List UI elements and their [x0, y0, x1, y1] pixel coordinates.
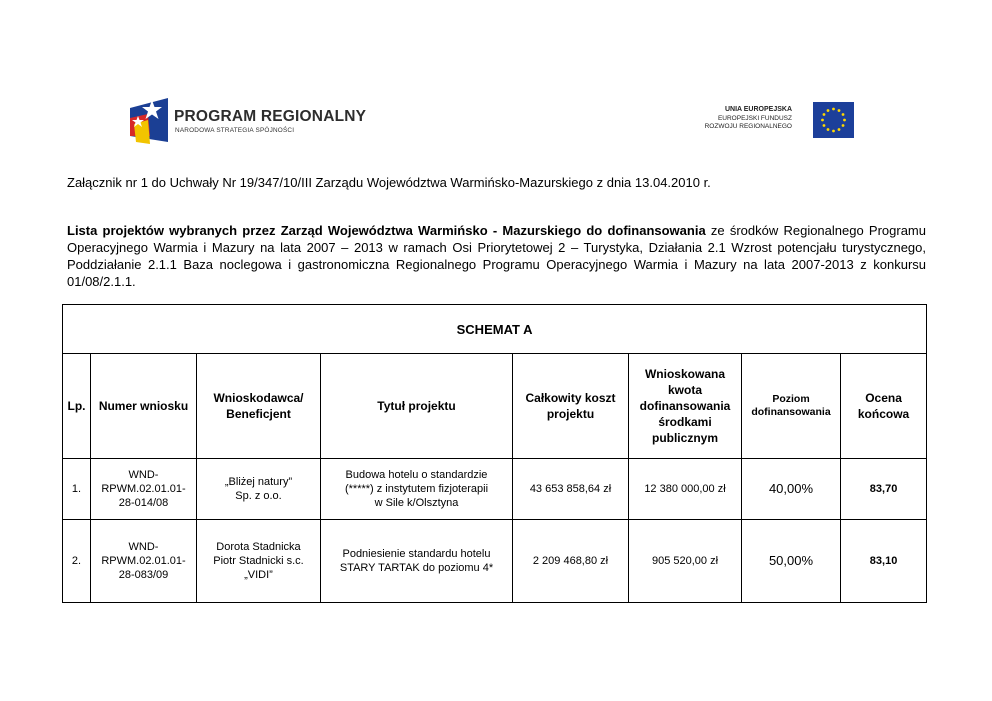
program-regionalny-star-flag-icon [128, 94, 170, 146]
cell-total-cost: 43 653 858,64 zł [513, 459, 629, 520]
eu-logo-line1: UNIA EUROPEJSKA [724, 106, 792, 113]
cell-applicant: „Bliżej natury” Sp. z o.o. [197, 459, 321, 520]
schema-title: SCHEMAT A [63, 305, 927, 354]
cell-level: 50,00% [742, 520, 841, 603]
cell-title: Budowa hotelu o standardzie (*****) z instytutem fizjoterapii w Sile k/Olsztyna [321, 459, 513, 520]
annex-line: Załącznik nr 1 do Uchwały Nr 19/347/10/III Zarządu Województwa Warmińsko-Mazurskiego z dnia 13.04.2010 r. [67, 175, 711, 190]
intro-rest: ze środków Regionalnego Programu Operacyjnego Warmia i Mazury na lata 2007 – 2013 w ramach Osi Priorytetowej 2 – Turystyka, Działania 2.1 Wzrost potencjału turystycznego, Poddziałanie 2.1.1 Baza noclegowa i gastronomiczna Regionalnego Programu Operacyjnego Warmia i Mazury na lata 2007-2013 z konkursu 01/08/2.1.1. [67, 223, 926, 289]
eu-flag-icon [813, 102, 854, 138]
schema-row [63, 305, 927, 354]
header-total-cost: Całkowity koszt projektu [513, 354, 629, 459]
cell-title: Podniesienie standardu hotelu STARY TARTAK do poziomu 4* [321, 520, 513, 603]
cell-lp: 1. [63, 459, 91, 520]
cell-total-cost: 2 209 468,80 zł [513, 520, 629, 603]
cell-requested: 905 520,00 zł [629, 520, 742, 603]
projects-table [62, 304, 927, 603]
header-score: Ocena końcowa [841, 354, 927, 459]
eu-logo [692, 96, 858, 142]
header-row [63, 354, 927, 459]
table-row [63, 459, 927, 520]
header-requested: Wnioskowana kwota dofinansowania środkami publicznym [629, 354, 742, 459]
program-regionalny-subtitle: NARODOWA STRATEGIA SPÓJNOŚCI [175, 127, 295, 134]
header-applicant: Wnioskodawca/ Beneficjent [197, 354, 321, 459]
header-number: Numer wniosku [91, 354, 197, 459]
table-row [63, 520, 927, 603]
header-lp: Lp. [63, 354, 91, 459]
cell-requested: 12 380 000,00 zł [629, 459, 742, 520]
program-regionalny-title: PROGRAM REGIONALNY [174, 108, 367, 125]
header-level: Poziom dofinansowania [742, 354, 841, 459]
eu-logo-line3: ROZWOJU REGIONALNEGO [704, 123, 792, 130]
eu-logo-text [705, 106, 792, 132]
cell-number: WND- RPWM.02.01.01- 28-083/09 [91, 520, 197, 603]
cell-number: WND- RPWM.02.01.01- 28-014/08 [91, 459, 197, 520]
cell-applicant: Dorota Stadnicka Piotr Stadnicki s.c. „VIDI” [197, 520, 321, 603]
intro-paragraph [67, 222, 926, 290]
intro-bold: Lista projektów wybranych przez Zarząd Województwa Warmińsko - Mazurskiego do dofinansowania [67, 223, 706, 238]
program-regionalny-logo [128, 94, 367, 146]
header-title: Tytuł projektu [321, 354, 513, 459]
eu-logo-line2: EUROPEJSKI FUNDUSZ [717, 114, 792, 122]
cell-level: 40,00% [742, 459, 841, 520]
cell-lp: 2. [63, 520, 91, 603]
cell-score: 83,70 [841, 459, 927, 520]
cell-score: 83,10 [841, 520, 927, 603]
